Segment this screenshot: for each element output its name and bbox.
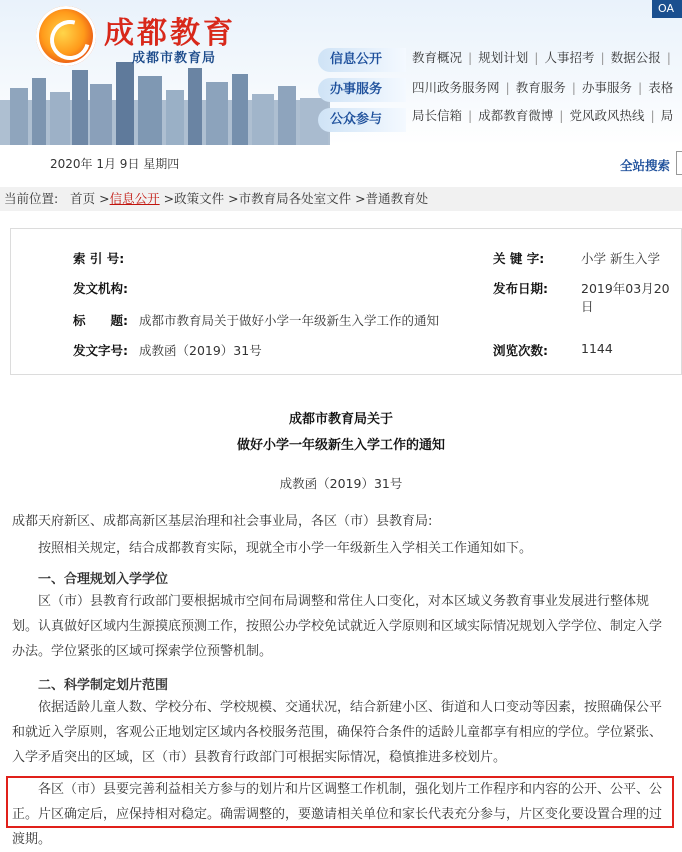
nav-link[interactable]: 办事服务 — [581, 80, 632, 95]
keyword-label: 关 键 字: — [493, 251, 545, 266]
logo-icon — [36, 6, 96, 66]
document-title-line2: 做好小学一年级新生入学工作的通知 — [236, 438, 445, 453]
oa-link[interactable]: OA — [652, 0, 682, 18]
highlighted-paragraph: 各区（市）县要完善利益相关方参与的划片和片区调整工作机制，强化划片工作程序和内容的公开、公平、公正。片区确定后，应保持相对稳定。确需调整的，要邀请相关单位和家长代表充分参与，片区变化要设置合理的过渡期。 — [12, 782, 663, 847]
date-label: 发布日期: — [493, 281, 548, 296]
views-value: 1144 — [581, 341, 613, 356]
document-meta-box — [10, 228, 682, 375]
logo-subtitle: 成都市教育局 — [132, 51, 217, 66]
breadcrumb-item-policy[interactable]: 政策文件 — [174, 191, 225, 206]
section1-heading: 一、合理规划入学学位 — [38, 572, 169, 587]
tag-info-public[interactable]: 信息公开 — [318, 48, 406, 72]
section2-paragraph: 依据适龄儿童人数、学校分布、学校规模、交通状况，结合新建小区、街道和人口变动等因素，按照确保公平和就近入学原则，客观公正地划定区域内各校服务范围，确保符合条件的适龄儿童都享有相应的学位。学位紧张、入学矛盾突出的区域，区（市）县教育行政部门可根据实际情况，稳慎推进多校划片。 — [12, 700, 663, 765]
org-label: 发文机构: — [73, 281, 128, 296]
tag-services[interactable]: 办事服务 — [318, 78, 406, 102]
title-label: 标 题: — [73, 313, 128, 328]
document-number: 成教函（2019）31号 — [279, 476, 403, 491]
nav-link[interactable]: 教育服务 — [515, 80, 566, 95]
logo-title: 成都教育 — [104, 16, 236, 51]
breadcrumb-item-info-public[interactable]: 信息公开 — [109, 191, 160, 206]
date-value: 2019年03月20日 — [581, 281, 670, 314]
breadcrumb: 当前位置: 首页 >信息公开 >政策文件 >市教育局各处室文件 >普通教育处 — [0, 187, 682, 211]
section2-heading: 二、科学制定划片范围 — [38, 678, 169, 693]
index-label: 索 引 号: — [73, 251, 125, 266]
date-bar — [0, 145, 682, 185]
site-header — [0, 0, 682, 145]
addressee: 成都天府新区、成都高新区基层治理和社会事业局，各区（市）县教育局: — [12, 514, 433, 529]
document-title-line1: 成都市教育局关于 — [288, 412, 393, 427]
docno-label: 发文字号: — [73, 343, 128, 358]
current-date: 2020年 1月 9日 星期四 — [50, 157, 180, 171]
breadcrumb-item-home[interactable]: 首页 — [70, 191, 96, 206]
section1-paragraph: 区（市）县教育行政部门要根据城市空间布局调整和常住人口变化，对本区域义务教育事业发展进行整体规划。认真做好区域内生源摸底预测工作，按照公办学校免试就近入学原则和区域实际情况规划入学学位、制定入学办法。学位紧张的区域可探索学位预警机制。 — [12, 594, 663, 659]
site-search-label[interactable]: 全站搜索 — [620, 158, 671, 173]
nav-row-1: 教育概况 | 规划计划 | 人事招考 | 数据公报 | — [412, 50, 671, 65]
nav-link[interactable]: 表格 — [648, 80, 674, 95]
title-value: 成都市教育局关于做好小学一年级新生入学工作的通知 — [139, 313, 440, 328]
nav-link[interactable]: 党风政风热线 — [569, 108, 645, 123]
search-input[interactable] — [676, 151, 682, 175]
nav-row-2: 四川政务服务网 | 教育服务 | 办事服务 | 表格 — [412, 80, 674, 95]
tag-public-participation[interactable]: 公众参与 — [318, 108, 406, 132]
breadcrumb-item-general-education[interactable]: 普通教育处 — [365, 191, 429, 206]
nav-link[interactable]: 规划计划 — [478, 50, 529, 65]
nav-link[interactable]: 教育概况 — [412, 50, 463, 65]
docno-value: 成教函（2019）31号 — [139, 343, 262, 358]
breadcrumb-item-bureau-docs[interactable]: 市教育局各处室文件 — [238, 191, 352, 206]
keyword-value: 小学 新生入学 — [581, 251, 660, 266]
intro-paragraph: 按照相关规定，结合成都教育实际，现就全市小学一年级新生入学相关工作通知如下。 — [38, 541, 533, 556]
breadcrumb-prefix: 当前位置: — [4, 191, 59, 206]
nav-link[interactable]: 成都教育微博 — [478, 108, 554, 123]
nav-link[interactable]: 四川政务服务网 — [412, 80, 500, 95]
nav-row-3: 局长信箱 | 成都教育微博 | 党风政风热线 | 局 — [412, 108, 674, 123]
nav-link[interactable]: 人事招考 — [544, 50, 595, 65]
nav-link[interactable]: 数据公报 — [610, 50, 661, 65]
nav-link[interactable]: 局长信箱 — [412, 108, 463, 123]
views-label: 浏览次数: — [493, 343, 548, 358]
nav-link[interactable]: 局 — [660, 108, 674, 123]
